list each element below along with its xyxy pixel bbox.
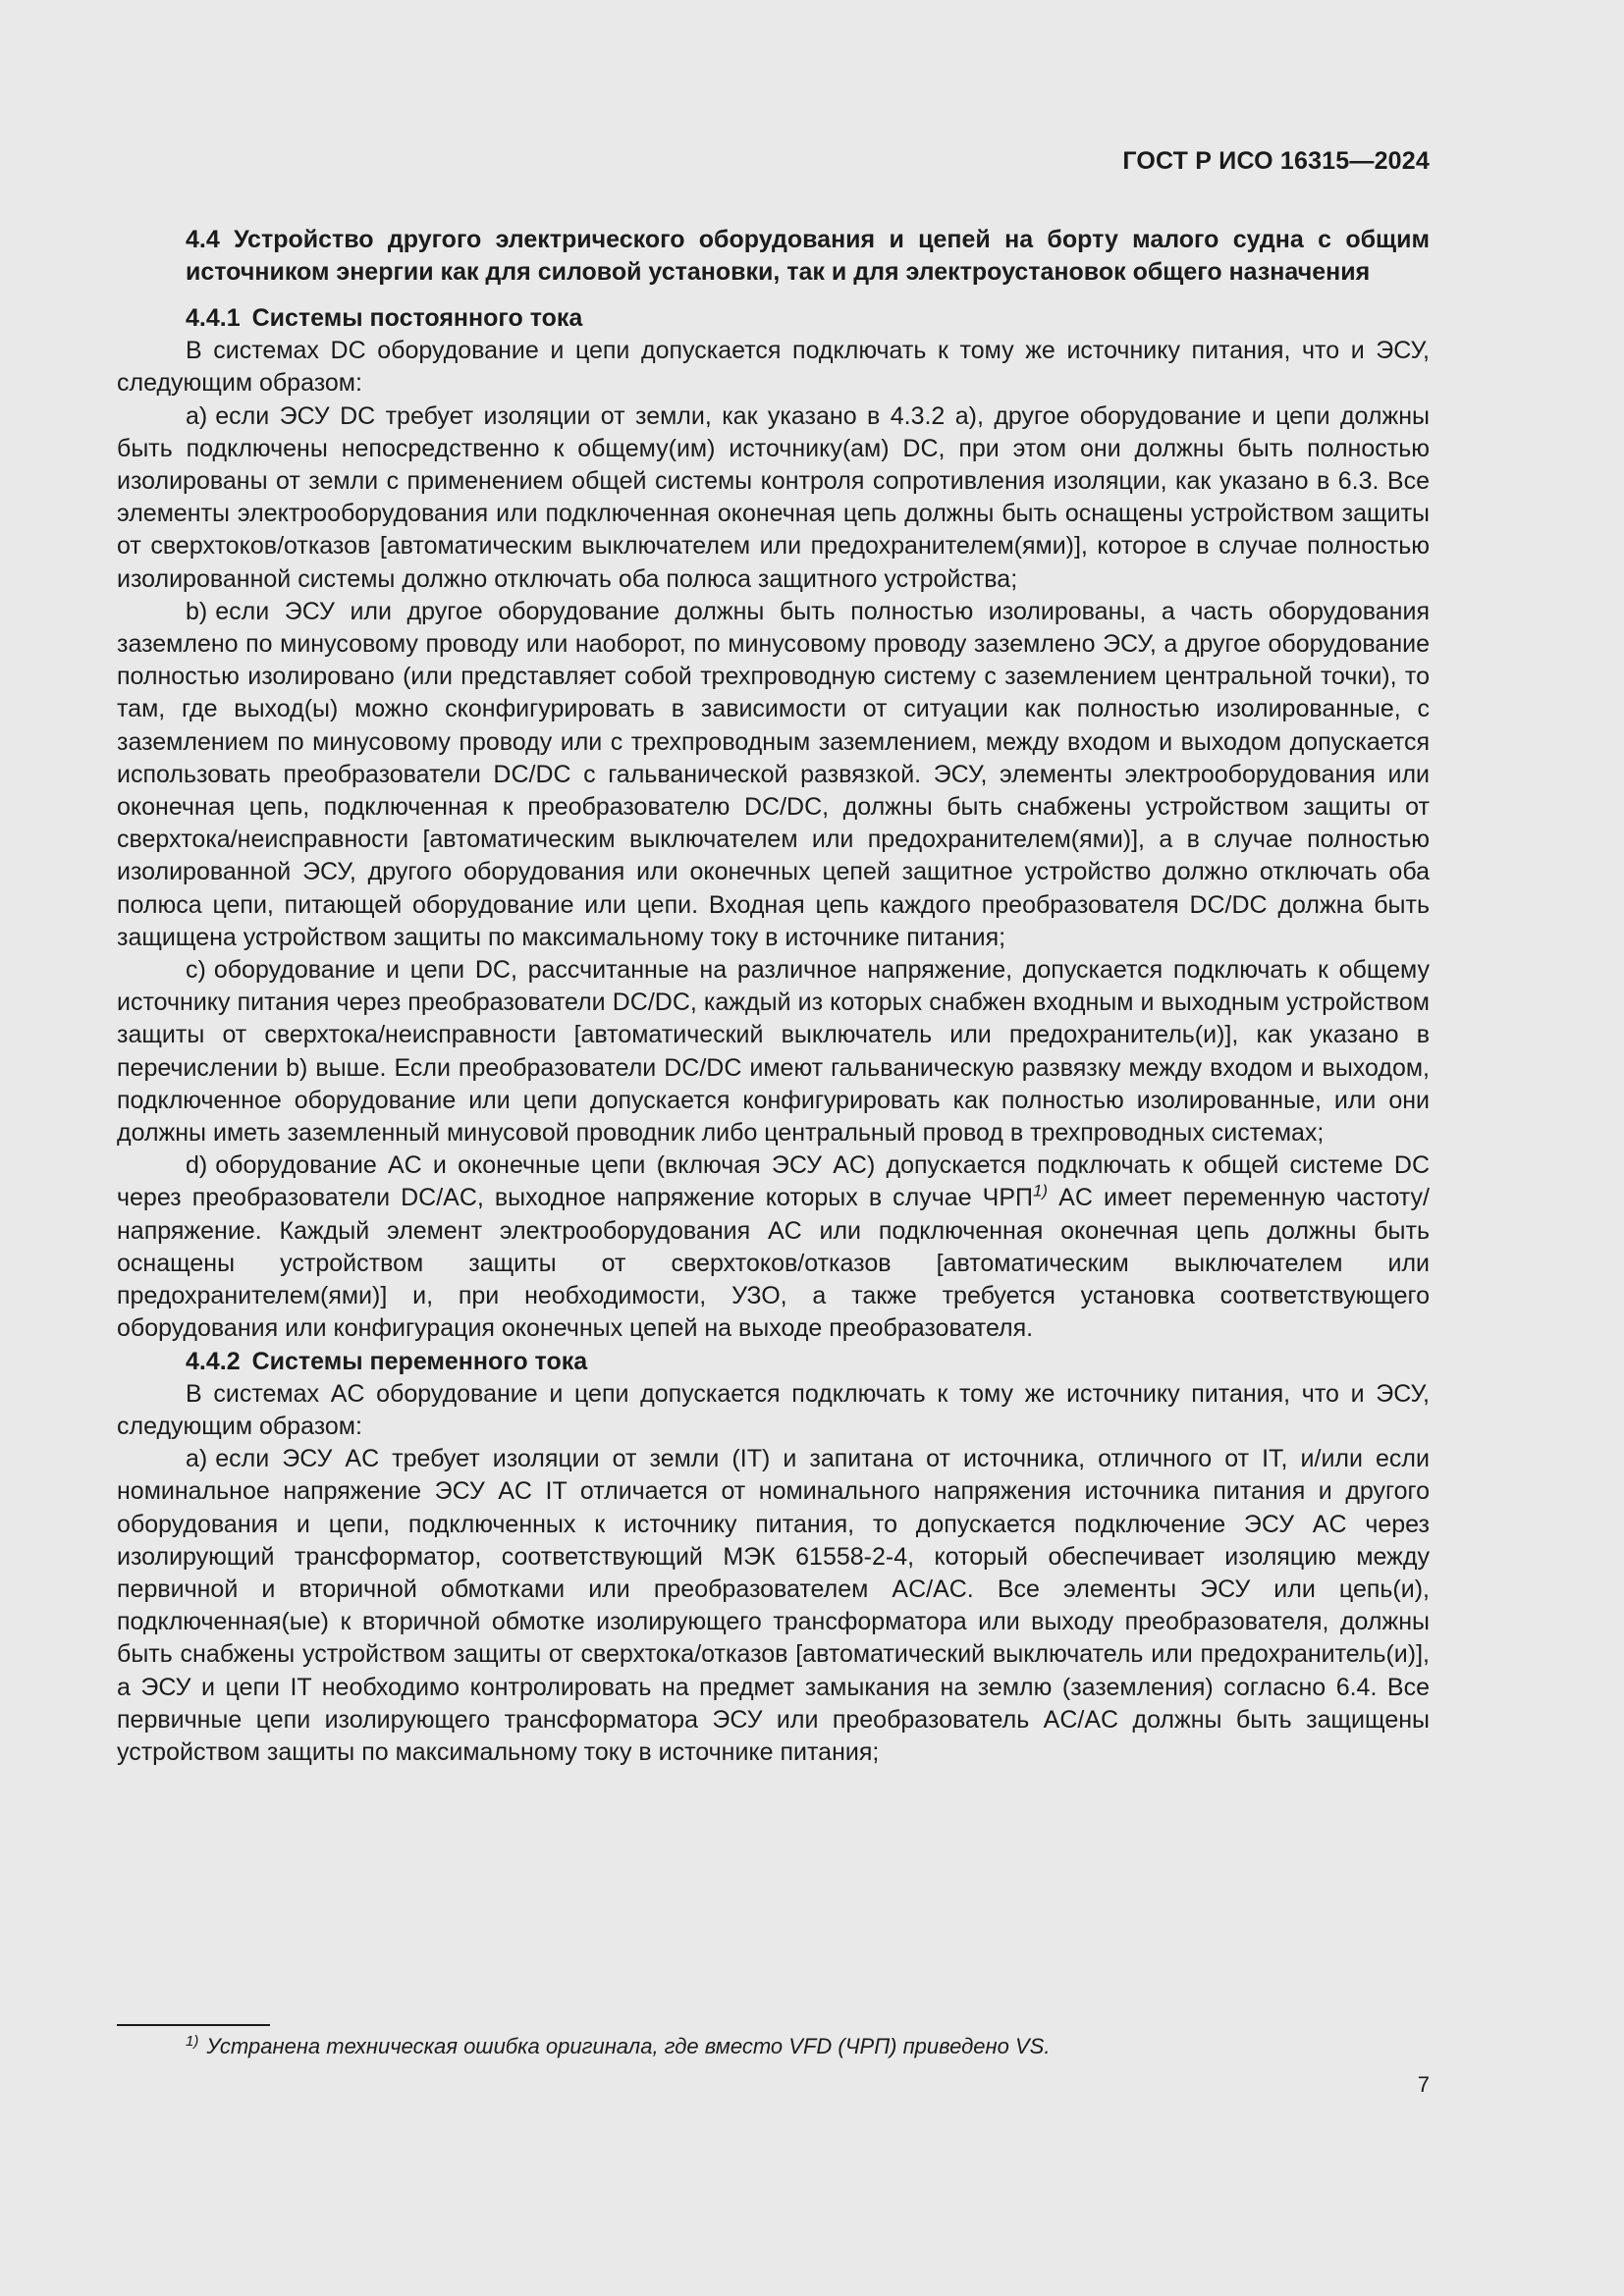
subsection-number: 4.4.1 <box>186 304 241 332</box>
dc-intro-paragraph: В системах DC оборудование и цепи допускается подключать к тому же источнику питания, что и ЭСУ, следующим образом: <box>117 337 1430 398</box>
ac-intro-paragraph: В системах AC оборудование и цепи допускается подключать к тому же источнику питания, что и ЭСУ, следующим образом: <box>117 1379 1430 1440</box>
page-body <box>117 224 1430 1769</box>
footnote <box>186 2030 1050 2063</box>
subsection-title: Системы постоянного тока <box>251 304 583 332</box>
subsection-number: 4.4.2 <box>186 1347 241 1375</box>
footnote-mark: 1) <box>186 2032 199 2050</box>
section-title: 4.4 Устройство другого электрического оборудования и цепей на борту малого судна с общим источником энергии как для силовой установки, так и для электроустановок общего назначения <box>186 226 1430 286</box>
item-text: оборудование и цепи DC, рассчитанные на различное напряжение, допускается подключать к общему источнику питания через преобразователи DC/DC, каждый из которых снабжен входным и выходным устройством защиты от сверхтока/неисправности [автоматический выключатель или предохранитель(и)], как указано в перечислении b) выше. Если преобразователи DC/DC имеют гальваническую развязку между входом и выходом, подключенное оборудование или цепи допускается конфигурировать как полностью изолированные, или они должны иметь заземленный минусовой проводник либо центральный провод в трехпроводных системах; <box>117 956 1430 1148</box>
subsection-heading-ac <box>117 1346 1430 1378</box>
subsection-heading-dc <box>117 302 1430 335</box>
document-code: ГОСТ Р ИСО 16315—2024 <box>1122 147 1430 175</box>
item-label: a) <box>186 401 208 430</box>
footnote-reference: 1) <box>1032 1182 1049 1201</box>
dc-item-c <box>117 954 1430 1149</box>
item-text-after-footnote: AC имеет переменную частоту/напряжение. Каждый элемент электрооборудования AC или подключенная оконечная цепь должны быть оснащены устройством защиты от сверхтоков/отказов [автоматическим выключателем или предохранителем(ями)] и, при необходимости, УЗО, а также требуется установка соответствующего оборудования или конфигурация оконечных цепей на выходе преобразователя. <box>117 1184 1430 1343</box>
item-text: если ЭСУ или другое оборудование должны быть полностью изолированы, а часть оборудования заземлено по минусовому проводу или наоборот, по минусовому проводу заземлено ЭСУ, а другое оборудование полностью изолировано (или представляет собой трехпроводную систему с заземлением центральной точки), то там, где выход(ы) можно сконфигурировать в зависимости от ситуации как полностью изолированные, с заземлением по минусовому проводу или с трехпроводным заземлением, между входом и выходом допускается использовать преобразователи DC/DC с гальванической развязкой. ЭСУ, элементы электрооборудования или оконечная цепь, подключенная к преобразователю DC/DC, должны быть снабжены устройством защиты от сверхтока/неисправности [автоматическим выключателем или предохранителем(ями)], а в случае полностью изолированной ЭСУ, другого оборудования или оконечных цепей защитное устройство должно отключать оба полюса цепи, питающей оборудование или цепи. Входная цепь каждого преобразователя DC/DC должна быть защищена устройством защиты по максимальному току в источнике питания; <box>117 597 1430 951</box>
dc-item-d <box>117 1149 1430 1345</box>
subsection-title: Системы переменного тока <box>251 1347 588 1375</box>
dc-item-a <box>117 400 1430 596</box>
page-number: 7 <box>1417 2072 1430 2097</box>
item-text-before-footnote: оборудование AC и оконечные цепи (включая ЭСУ AC) допускается подключать к общей системе DC через преобразователи DC/AC, выходное напряжение которых в случае ЧРП <box>117 1151 1430 1212</box>
item-text: если ЭСУ DC требует изоляции от земли, как указано в 4.3.2 a), другое оборудование и цепи должны быть подключены непосредственно к общему(им) источнику(ам) DC, при этом они должны быть полностью изолированы от земли с применением общей системы контроля сопротивления изоляции, как указано в 6.3. Все элементы электрооборудования или подключенная оконечная цепь должны быть оснащены устройством защиты от сверхтоков/отказов [автоматическим выключателем или предохранителем(ями)], которое в случае полностью изолированной системы должно отключать оба полюса защитного устройства; <box>117 401 1430 593</box>
footnote-text: Устранена техническая ошибка оригинала, где вместо VFD (ЧРП) приведено VS. <box>206 2034 1051 2058</box>
dc-item-b <box>117 596 1430 954</box>
footnote-divider <box>117 2024 270 2026</box>
item-label: c) <box>186 956 206 985</box>
ac-item-a <box>117 1443 1430 1769</box>
item-label: d) <box>186 1151 208 1180</box>
item-label: a) <box>186 1445 208 1473</box>
item-text: если ЭСУ AC требует изоляции от земли (IT) и запитана от источника, отличного от IT, и/или если номинальное напряжение ЭСУ AC IT отличается от номинального напряжения источника питания и другого оборудования и цепи, подключенных к источнику питания, то допускается подключение ЭСУ AC через изолирующий трансформатор, соответствующий МЭК 61558-2-4, который обеспечивает изоляцию между первичной и вторичной обмотками или преобразователем AC/AC. Все элементы ЭСУ или цепь(и), подключенная(ые) к вторичной обмотке изолирующего трансформатора или выходу преобразователя, должны быть снабжены устройством защиты от сверхтока/отказов [автоматический выключатель или предохранитель(и)], а ЭСУ и цепи IT необходимо контролировать на предмет замыкания на землю (заземления) согласно 6.4. Все первичные цепи изолирующего трансформатора ЭСУ или преобразователь AC/AC должны быть защищены устройством защиты по максимальному току в источнике питания; <box>117 1445 1430 1766</box>
item-label: b) <box>186 597 208 625</box>
